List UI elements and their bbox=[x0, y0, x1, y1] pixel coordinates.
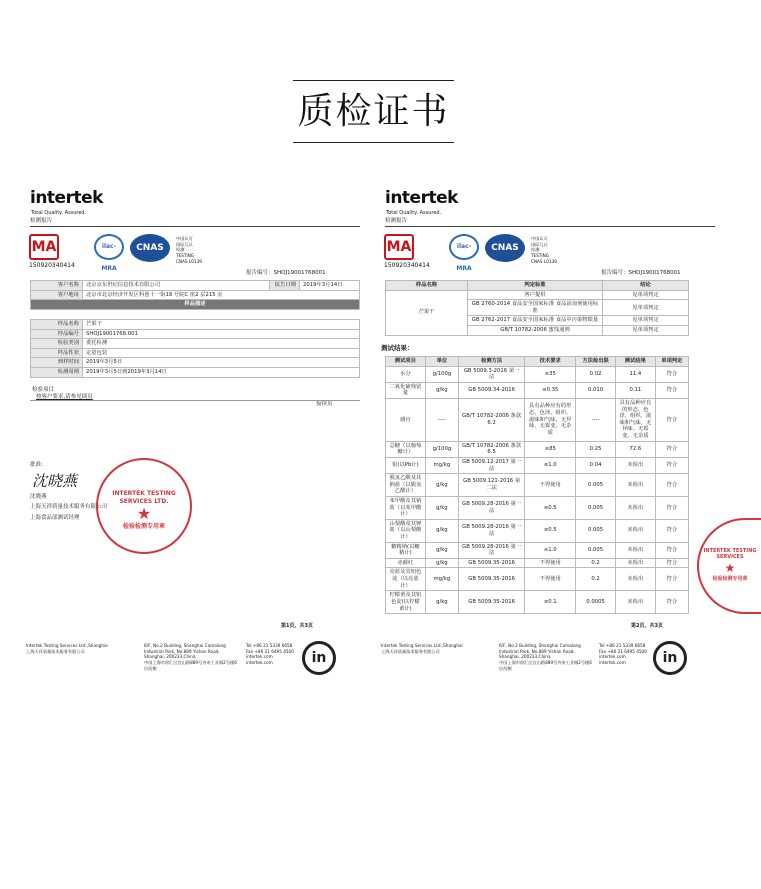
intertek-in-logo-icon: in bbox=[653, 641, 687, 675]
logo-tagline: Total Quality. Assured. bbox=[31, 210, 87, 216]
result-cell: ≤0.1 bbox=[525, 591, 576, 614]
client-info-table bbox=[30, 280, 360, 310]
red-company-stamp: INTERTEK TESTING SERVICES LTD. ★ 检验检测专用章 bbox=[96, 458, 192, 554]
client-value: 北京京东世纪信息技术有限公司 bbox=[83, 281, 270, 291]
result-cell: 未检出 bbox=[615, 542, 655, 558]
result-cell: 0.2 bbox=[576, 568, 616, 591]
result-cell: 糖精钠(以糖精计) bbox=[386, 542, 426, 558]
sample-row-label: 样品性状 bbox=[31, 348, 83, 358]
sample-row bbox=[31, 320, 360, 330]
sample-row-label: 检测周期 bbox=[31, 368, 83, 378]
report-number: 报告编号：SHOJ19001768001 bbox=[601, 270, 681, 276]
result-cell: 赤藓红 bbox=[386, 558, 426, 568]
result-header-cell: 测试结果 bbox=[615, 357, 655, 367]
result-cell: 苯甲酸及其钠盐（以苯甲酸计） bbox=[386, 496, 426, 519]
result-row bbox=[386, 366, 689, 382]
result-cell: g/kg bbox=[425, 558, 458, 568]
manager-title: 上海食品部测试经理 bbox=[30, 515, 80, 521]
result-cell: GB/T 10782-2006 条款 6.5 bbox=[458, 441, 524, 457]
sample-row bbox=[31, 358, 360, 368]
address-label: 客户地址 bbox=[31, 290, 83, 300]
report-number: 报告编号：SHOJ19001768001 bbox=[246, 270, 326, 276]
sample-row bbox=[31, 329, 360, 339]
result-cell: 未检出 bbox=[615, 457, 655, 473]
result-cell: mg/kg bbox=[425, 457, 458, 473]
standard-text: 客户提供 bbox=[468, 290, 603, 300]
result-cell: GB 5009.35-2016 bbox=[458, 568, 524, 591]
standard-text: GB/T 10782-2006 蜜饯通则 bbox=[468, 326, 603, 336]
result-cell: 0.11 bbox=[615, 382, 655, 398]
result-cell: 未检出 bbox=[615, 496, 655, 519]
result-cell: 0.04 bbox=[576, 457, 616, 473]
result-cell: g/kg bbox=[425, 496, 458, 519]
result-cell: 0.005 bbox=[576, 474, 616, 497]
result-cell: 0.0005 bbox=[576, 591, 616, 614]
result-cell: 水分 bbox=[386, 366, 426, 382]
cnas-text: 中国认可 国际互认 检测 TESTING CNAS L0139 bbox=[176, 236, 202, 264]
page-number: 第2页，共3页 bbox=[631, 623, 663, 629]
result-cell: 脱氢乙酸及其钠盐（以脱氢乙酸计） bbox=[386, 474, 426, 497]
cnas-logo-icon: CNAS bbox=[130, 234, 170, 262]
date-label: 报告日期 bbox=[270, 281, 300, 291]
result-header-cell: 方法检出限 bbox=[576, 357, 616, 367]
result-header-cell: 测试项目 bbox=[386, 357, 426, 367]
standard-result: 见单项判定 bbox=[603, 316, 689, 326]
result-cell: 符合 bbox=[655, 382, 688, 398]
standard-result: 见单项判定 bbox=[603, 300, 689, 316]
results-table bbox=[385, 356, 689, 614]
result-cell: 山梨酸及其钾盐（以山梨酸计） bbox=[386, 519, 426, 542]
intertek-logo: intertek bbox=[30, 188, 103, 208]
result-header-cell: 技术要求 bbox=[525, 357, 576, 367]
result-row bbox=[386, 382, 689, 398]
result-cell: 符合 bbox=[655, 519, 688, 542]
result-cell: GB 5009.3-2016 第一法 bbox=[458, 366, 524, 382]
result-cell: 具有品种应有的形态、色泽、组织、滋味和气味，无异味、无霉变，无杂质 bbox=[615, 399, 655, 442]
std-sample-name: 芒果干 bbox=[386, 290, 468, 335]
result-cell: 11.4 bbox=[615, 366, 655, 382]
result-cell: GB 5009.34-2016 bbox=[458, 382, 524, 398]
result-row bbox=[386, 399, 689, 442]
result-header-cell: 单项判定 bbox=[655, 357, 688, 367]
result-cell: ≤0.35 bbox=[525, 382, 576, 398]
result-cell: 不得使用 bbox=[525, 558, 576, 568]
logo-tagline: Total Quality. Assured. bbox=[386, 210, 442, 216]
result-cell: 柠檬黄及其铝色淀(以柠檬黄计) bbox=[386, 591, 426, 614]
ilac-mra-icon: ilac-MRA bbox=[94, 234, 124, 260]
result-cell: 符合 bbox=[655, 591, 688, 614]
certificate-title-frame bbox=[293, 80, 454, 143]
result-row bbox=[386, 496, 689, 519]
result-cell: 72.6 bbox=[615, 441, 655, 457]
company-name: 上海天祥质量技术服务有限公司 bbox=[30, 504, 108, 510]
test-items-value: 按客户要求,请参见续页 bbox=[36, 394, 93, 400]
intertek-in-logo-icon: in bbox=[302, 641, 336, 675]
report-page-2 bbox=[381, 188, 757, 671]
result-cell: 符合 bbox=[655, 558, 688, 568]
result-cell: ≤85 bbox=[525, 441, 576, 457]
result-cell: 具有品种应有的形态、色泽、组织、滋味和气味，无异味、无霉变，无杂质 bbox=[525, 399, 576, 442]
sample-row-value: SHOJ19001768.001 bbox=[83, 329, 360, 339]
result-cell: 未检出 bbox=[615, 591, 655, 614]
footer-company: Intertek Testing Services Ltd.,Shanghai 上海天祥质量技术服务有限公司 bbox=[381, 643, 463, 654]
result-cell: 0.005 bbox=[576, 519, 616, 542]
result-cell: GB 5009.121-2016 第二法 bbox=[458, 474, 524, 497]
handwritten-signature: 沈晓燕 bbox=[32, 472, 78, 490]
result-cell: 未检出 bbox=[615, 474, 655, 497]
result-cell: GB 5009.28-2016 第一法 bbox=[458, 519, 524, 542]
test-items-label: 检验项目 bbox=[32, 387, 55, 393]
cma-seal-icon: MA bbox=[29, 234, 59, 260]
report-type: 检测报告 bbox=[385, 218, 408, 224]
results-label: 测试结果： bbox=[381, 344, 414, 352]
footer-address: 6/F, No.2 Building, Shanghai Comalong Industrial Park, No.889 Yishan Road, Shanghai, 200233,China 中国上海市徐汇区宜山路889号齐来工业城2号楼6 层西侧 bbox=[144, 643, 237, 671]
report-page-1 bbox=[26, 188, 386, 671]
result-header-cell: 单位 bbox=[425, 357, 458, 367]
sample-row-value: 2019年3月5日到2019年3月14日 bbox=[83, 368, 360, 378]
page-number: 第1页，共3页 bbox=[281, 623, 313, 629]
result-cell: ≤0.5 bbox=[525, 496, 576, 519]
signer-name: 沈晓燕 bbox=[30, 494, 47, 500]
header-divider bbox=[30, 226, 360, 227]
cnas-text: 中国认可 国际互认 检测 TESTING CNAS L0139 bbox=[531, 236, 557, 264]
result-cell: 0.005 bbox=[576, 542, 616, 558]
result-cell: 铅(以Pb计) bbox=[386, 457, 426, 473]
standard-result: 见单项判定 bbox=[603, 290, 689, 300]
result-cell: ≤35 bbox=[525, 366, 576, 382]
date-value: 2019年3月14日 bbox=[300, 281, 360, 291]
certificate-title: 质检证书 bbox=[297, 91, 450, 132]
standard-row bbox=[386, 290, 689, 300]
result-cell: 符合 bbox=[655, 399, 688, 442]
result-cell: ≤1.0 bbox=[525, 457, 576, 473]
result-cell: ≤0.5 bbox=[525, 519, 576, 542]
sample-row-value: 定量包装 bbox=[83, 348, 360, 358]
result-cell: 符合 bbox=[655, 441, 688, 457]
sample-row-label: 到样时间 bbox=[31, 358, 83, 368]
result-cell: 符合 bbox=[655, 568, 688, 591]
result-row bbox=[386, 568, 689, 591]
footer-contact: Tel +86 21 5339 6658 Fax +86 21 6495 4500 intertek.com intertek.com bbox=[246, 643, 294, 666]
standard-result: 见单项判定 bbox=[603, 326, 689, 336]
result-cell: 0.25 bbox=[576, 441, 616, 457]
report-type: 检测报告 bbox=[30, 218, 53, 224]
result-cell: 未检出 bbox=[615, 558, 655, 568]
ilac-mra-icon: ilac-MRA bbox=[449, 234, 479, 260]
sample-row-label: 样品名称 bbox=[31, 320, 83, 330]
result-cell: 感官 bbox=[386, 399, 426, 442]
result-cell: GB 5009.12-2017 第一法 bbox=[458, 457, 524, 473]
sample-row bbox=[31, 339, 360, 349]
footer-address: 6/F, No.2 Building, Shanghai Comalong Industrial Park, No.889 Yishan Road, Shanghai, 200233,China 中国上海市徐汇区宜山路889号齐来工业城2号楼6 层西侧 bbox=[499, 643, 592, 671]
footer-contact: Tel +86 21 5339 6658 Fax +86 21 6495 4500 intertek.com intertek.com bbox=[599, 643, 647, 666]
std-header-standard: 判定标准 bbox=[468, 281, 603, 291]
approve-label: 批准： bbox=[30, 462, 47, 468]
result-row bbox=[386, 558, 689, 568]
result-cell: 0.02 bbox=[576, 366, 616, 382]
result-cell: 0.005 bbox=[576, 496, 616, 519]
sample-row-value: 委托检测 bbox=[83, 339, 360, 349]
result-cell: g/kg bbox=[425, 591, 458, 614]
result-cell: GB 5009.28-2016 第一法 bbox=[458, 542, 524, 558]
result-cell: 总糖（以葡萄糖计） bbox=[386, 441, 426, 457]
result-cell: GB 5009.28-2016 第一法 bbox=[458, 496, 524, 519]
sample-row bbox=[31, 368, 360, 378]
result-cell: 符合 bbox=[655, 474, 688, 497]
result-cell: ---- bbox=[576, 399, 616, 442]
cma-number: 150920340414 bbox=[384, 262, 430, 269]
continued-note: 接续页 bbox=[316, 401, 333, 407]
intertek-logo: intertek bbox=[385, 188, 458, 208]
result-cell: g/100g bbox=[425, 441, 458, 457]
sample-row-value: 2019年3月5日 bbox=[83, 358, 360, 368]
result-row bbox=[386, 519, 689, 542]
footer-company: Intertek Testing Services Ltd.,Shanghai 上海天祥质量技术服务有限公司 bbox=[26, 643, 108, 654]
header-divider bbox=[385, 226, 715, 227]
sample-section-header: 样品描述 bbox=[31, 300, 360, 310]
standards-table bbox=[385, 280, 689, 336]
result-cell: 未检出 bbox=[615, 519, 655, 542]
result-cell: g/kg bbox=[425, 519, 458, 542]
result-cell: 不得使用 bbox=[525, 568, 576, 591]
result-cell: 不得使用 bbox=[525, 474, 576, 497]
result-cell: g/kg bbox=[425, 474, 458, 497]
red-company-stamp: INTERTEK TESTING SERVICES ★ 检验检测专用章 bbox=[697, 518, 761, 614]
result-cell: 二氧化硫残留量 bbox=[386, 382, 426, 398]
sample-row-label: 样品编号 bbox=[31, 329, 83, 339]
result-row bbox=[386, 441, 689, 457]
result-cell: 符合 bbox=[655, 542, 688, 558]
result-row bbox=[386, 474, 689, 497]
result-header-cell: 检测方法 bbox=[458, 357, 524, 367]
result-cell: 0.010 bbox=[576, 382, 616, 398]
result-cell: 符合 bbox=[655, 457, 688, 473]
result-cell: GB 5009.35-2016 bbox=[458, 591, 524, 614]
result-cell: ---- bbox=[425, 399, 458, 442]
standard-text: GB 2762-2017 食品安全国家标准 食品中污染物限量 bbox=[468, 316, 603, 326]
result-cell: 符合 bbox=[655, 496, 688, 519]
sample-row-value: 芒果干 bbox=[83, 320, 360, 330]
sample-row bbox=[31, 348, 360, 358]
result-row bbox=[386, 591, 689, 614]
standard-text: GB 2760-2014 食品安全国家标准 食品添加剂使用标准 bbox=[468, 300, 603, 316]
result-cell: 符合 bbox=[655, 366, 688, 382]
result-cell: g/kg bbox=[425, 542, 458, 558]
std-header-result: 结论 bbox=[603, 281, 689, 291]
sample-table bbox=[30, 319, 360, 378]
sample-row-label: 检验类别 bbox=[31, 339, 83, 349]
result-cell: mg/kg bbox=[425, 568, 458, 591]
result-cell: 亮蓝及其铝色淀（以亮蓝计） bbox=[386, 568, 426, 591]
result-cell: 未检出 bbox=[615, 568, 655, 591]
std-header-sample: 样品名称 bbox=[386, 281, 468, 291]
result-row bbox=[386, 542, 689, 558]
cnas-logo-icon: CNAS bbox=[485, 234, 525, 262]
result-cell: GB/T 10782-2006 条款 6.2 bbox=[458, 399, 524, 442]
cma-number: 150920340414 bbox=[29, 262, 75, 269]
result-row bbox=[386, 457, 689, 473]
result-cell: GB 5009.35-2016 bbox=[458, 558, 524, 568]
client-label: 客户名称 bbox=[31, 281, 83, 291]
items-divider bbox=[30, 400, 360, 401]
cma-seal-icon: MA bbox=[384, 234, 414, 260]
result-cell: g/100g bbox=[425, 366, 458, 382]
result-cell: ≤1.0 bbox=[525, 542, 576, 558]
address-value: 北京市北京经济开发区科创十一街18 号院C 座2 层215 室 bbox=[83, 290, 360, 300]
result-cell: g/kg bbox=[425, 382, 458, 398]
result-cell: 0.2 bbox=[576, 558, 616, 568]
